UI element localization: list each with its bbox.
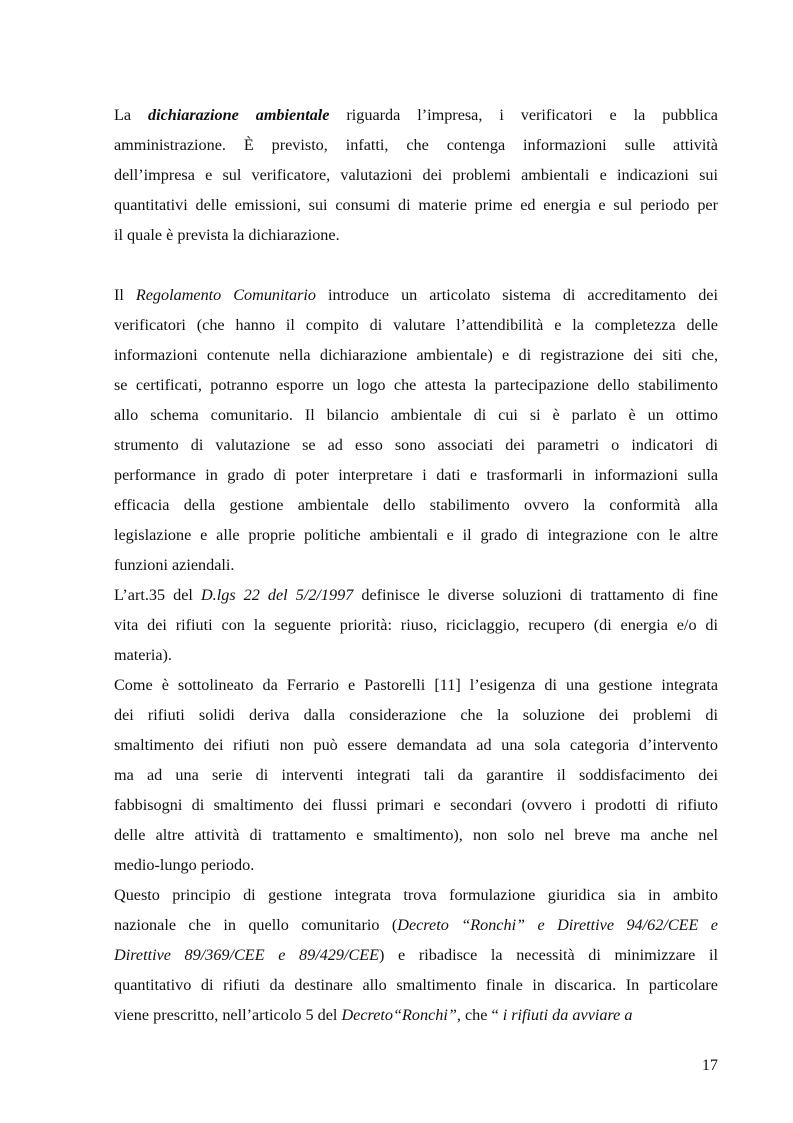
text-segment: il quale è prevista la dichiarazione. xyxy=(114,226,340,244)
text-segment: che “ xyxy=(460,1006,503,1024)
text-segment: quantitativi delle emissioni, sui consumi di materie prime ed energia e sul periodo per xyxy=(114,196,718,214)
emphasized-text: Decreto“Ronchi”, xyxy=(341,1006,461,1024)
text-segment: medio-lungo periodo. xyxy=(114,856,255,874)
text-segment: viene prescritto, nell’articolo 5 del xyxy=(114,1006,342,1024)
text-line xyxy=(114,640,718,670)
text-line xyxy=(114,400,718,430)
text-line xyxy=(114,700,718,730)
text-line xyxy=(114,310,718,340)
text-segment: Come è sottolineato da Ferrario e Pastorelli [11] l’esigenza di una gestione integrata xyxy=(114,676,718,694)
text-line xyxy=(114,130,718,160)
text-segment: amministrazione. È previsto, infatti, che contenga informazioni sulle attività xyxy=(114,136,718,154)
text-segment: Questo principio di gestione integrata trova formulazione giuridica sia in ambito xyxy=(114,886,718,904)
text-segment: smaltimento dei rifiuti non può essere demandata ad una sola categoria d’intervento xyxy=(114,736,718,754)
text-line xyxy=(114,790,718,820)
text-line xyxy=(114,610,718,640)
text-segment: allo schema comunitario. Il bilancio ambientale di cui si è parlato è un ottimo xyxy=(114,406,718,424)
text-line xyxy=(114,220,718,250)
text-line xyxy=(114,880,718,910)
text-segment: riguarda l’impresa, i verificatori e la pubblica xyxy=(329,106,718,124)
text-segment: efficacia della gestione ambientale dello stabilimento ovvero la conformità alla xyxy=(114,496,718,514)
text-line xyxy=(114,850,718,880)
text-segment: La xyxy=(114,106,148,124)
text-line xyxy=(114,580,718,610)
text-line xyxy=(114,280,718,310)
emphasized-text: Direttive 89/369/CEE e 89/429/CEE xyxy=(114,946,380,964)
text-line xyxy=(114,520,718,550)
text-segment: dei rifiuti solidi deriva dalla considerazione che la soluzione dei problemi di xyxy=(114,706,718,724)
emphasized-text: Decreto “Ronchi” e Direttive 94/62/CEE e xyxy=(397,916,718,934)
text-segment: materia). xyxy=(114,646,172,664)
emphasized-text: D.lgs 22 del 5/2/1997 xyxy=(200,586,354,604)
text-line xyxy=(114,550,718,580)
text-segment: delle altre attività di trattamento e smaltimento), non solo nel breve ma anche nel xyxy=(114,826,718,844)
text-segment: fabbisogni di smaltimento dei flussi primari e secondari (ovvero i prodotti di rifiuto xyxy=(114,796,718,814)
text-segment: legislazione e alle proprie politiche ambientali e il grado di integrazione con le altre xyxy=(114,526,718,544)
page-number: 17 xyxy=(701,1056,718,1074)
text-line xyxy=(114,460,718,490)
emphasized-text: i rifiuti da avviare a xyxy=(502,1006,633,1024)
text-line xyxy=(114,370,718,400)
text-segment: verificatori (che hanno il compito di valutare l’attendibilità e la completezza delle xyxy=(114,316,718,334)
text-segment: L’art.35 del xyxy=(114,586,201,604)
text-line xyxy=(114,820,718,850)
text-line xyxy=(114,910,718,940)
text-line xyxy=(114,670,718,700)
text-line xyxy=(114,160,718,190)
text-segment: definisce le diverse soluzioni di trattamento di fine xyxy=(353,586,718,604)
text-segment: vita dei rifiuti con la seguente priorità: riuso, riciclaggio, recupero (di energia e/o di xyxy=(114,616,718,634)
text-segment: nazionale che in quello comunitario ( xyxy=(114,916,398,934)
text-line xyxy=(114,1000,718,1030)
text-segment: strumento di valutazione se ad esso sono associati dei parametri o indicatori di xyxy=(114,436,718,454)
text-segment: dell’impresa e sul verificatore, valutazioni dei problemi ambientali e indicazioni sui xyxy=(114,166,718,184)
text-segment: informazioni contenute nella dichiarazione ambientale) e di registrazione dei siti che, xyxy=(114,346,718,364)
text-line xyxy=(114,100,718,130)
paragraph-regolamento-comunitario xyxy=(114,280,718,1030)
text-segment: ) e ribadisce la necessità di minimizzare il xyxy=(379,946,718,964)
text-segment: se certificati, potranno esporre un logo che attesta la partecipazione dello stabilimento xyxy=(114,376,718,394)
emphasized-text: Regolamento Comunitario xyxy=(135,286,316,304)
text-line xyxy=(114,490,718,520)
text-line xyxy=(114,730,718,760)
text-line xyxy=(114,340,718,370)
text-segment: ma ad una serie di interventi integrati tali da garantire il soddisfacimento dei xyxy=(114,766,718,784)
text-segment: introduce un articolato sistema di accreditamento dei xyxy=(316,286,718,304)
text-line xyxy=(114,760,718,790)
text-segment: quantitativo di rifiuti da destinare allo smaltimento finale in discarica. In particolare xyxy=(114,976,718,994)
text-segment: Il xyxy=(114,286,136,304)
text-segment: funzioni aziendali. xyxy=(114,556,235,574)
text-line xyxy=(114,970,718,1000)
text-segment: performance in grado di poter interpretare i dati e trasformarli in informazioni sulla xyxy=(114,466,718,484)
text-line xyxy=(114,940,718,970)
emphasized-text: dichiarazione ambientale xyxy=(147,106,330,124)
paragraph-dichiarazione-ambientale xyxy=(114,100,718,250)
text-line xyxy=(114,430,718,460)
text-line xyxy=(114,190,718,220)
